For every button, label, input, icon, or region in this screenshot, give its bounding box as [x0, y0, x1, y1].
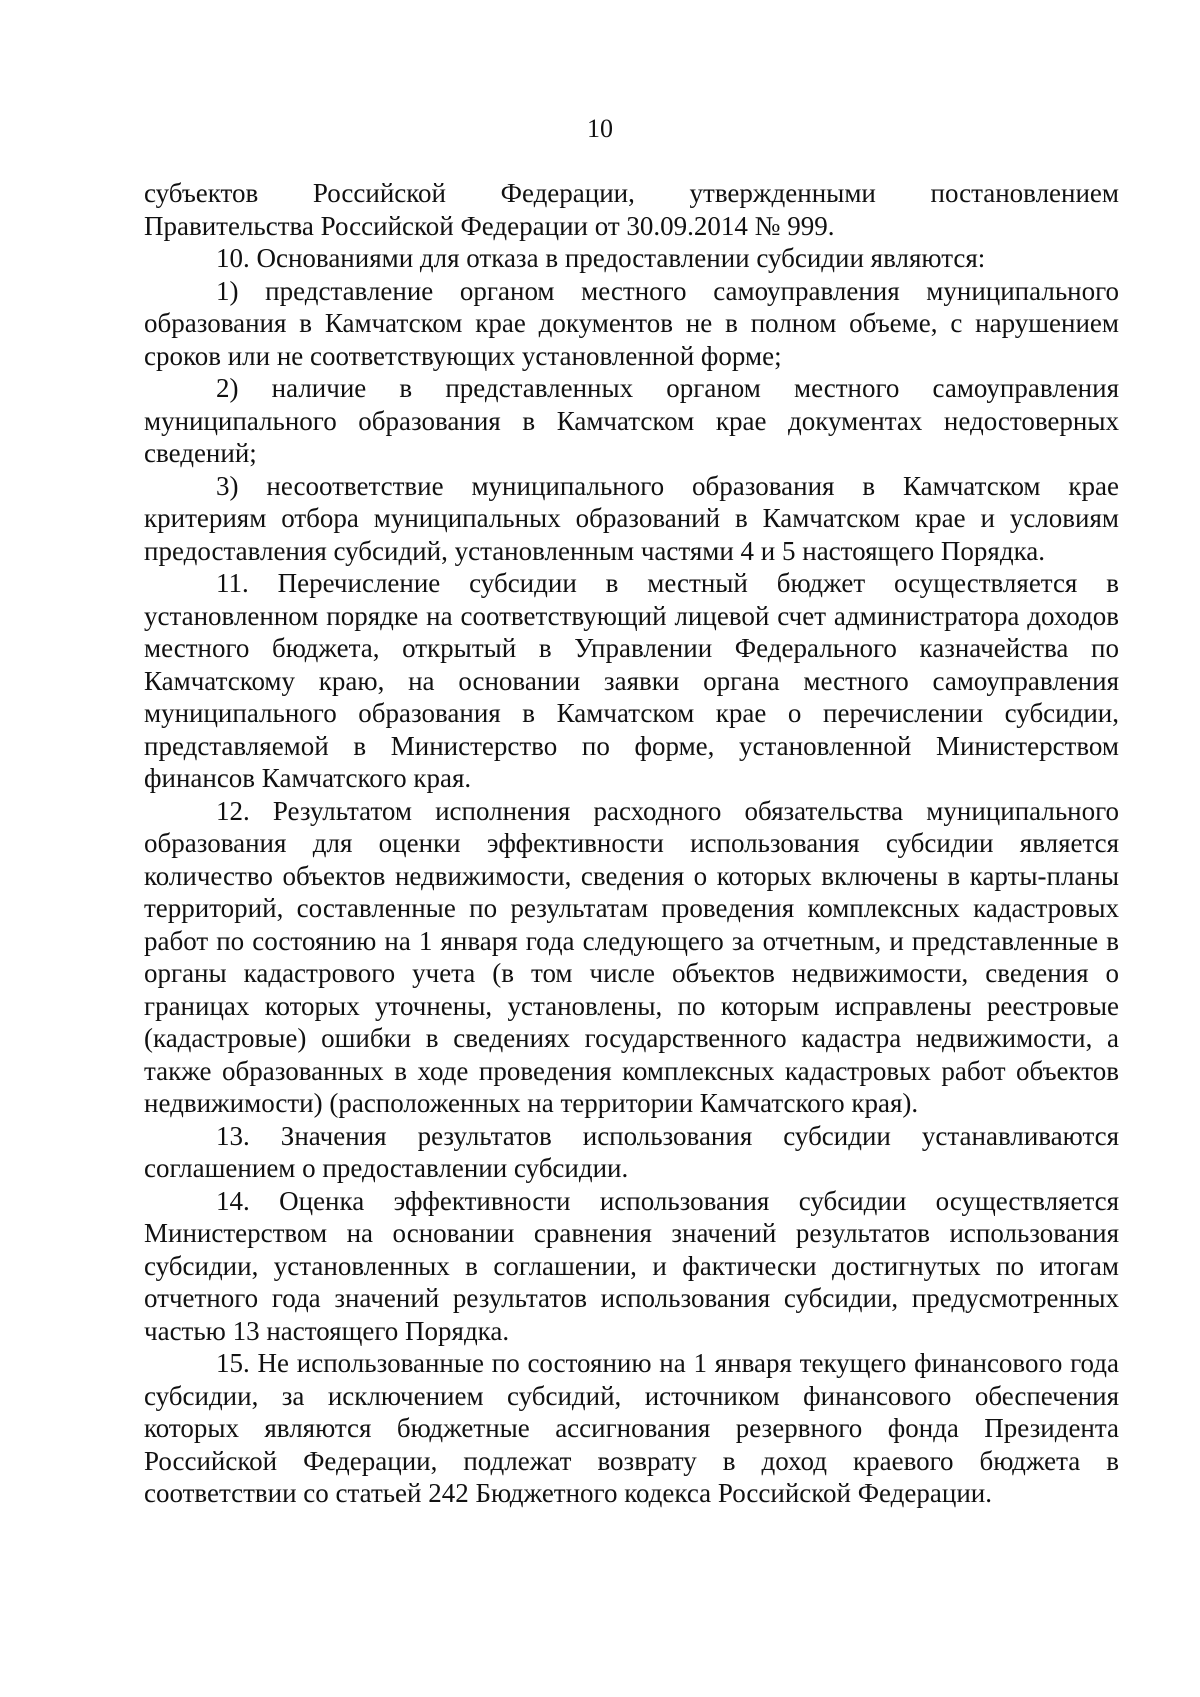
paragraph-13: 13. Значения результатов использования субсидии устанавливаются соглашением о предоставлении субсидии. [144, 1120, 1119, 1183]
paragraph-10: 10. Основаниями для отказа в предоставлении субсидии являются: [216, 243, 986, 273]
paragraph-11: 11. Перечисление субсидии в местный бюджет осуществляется в установленном порядке на соответствующий лицевой счет администратора доходов местного бюджета, открытый в Управлении Федерального казначейства по Камчатскому краю, на основании заявки органа местного самоуправления муниципального образования в Камчатском крае о перечислении субсидии, представляемой в Министерство по форме, установленной Министерством финансов Камчатского края. [144, 568, 1119, 793]
paragraph-15: 15. Не использованные по состоянию на 1 января текущего финансового года субсидии, за исключением субсидий, источником финансового обеспечения которых являются бюджетные ассигнования резервного фонда Президента Российской Федерации, подлежат возврату в доход краевого бюджета в соответствии со статьей 242 Бюджетного кодекса Российской Федерации. [144, 1348, 1119, 1508]
document-body [144, 177, 1119, 1510]
paragraph-10-item-3: 3) несоответствие муниципального образования в Камчатском крае критериям отбора муниципальных образований в Камчатском крае и условиям предоставления субсидий, установленным частями 4 и 5 настоящего Порядка. [144, 470, 1119, 566]
paragraph-continuation: Правительства Российской Федерации от 30.09.2014 № 999. [144, 210, 835, 241]
paragraph-continuation-line: субъектов Российской Федерации, утвержденными постановлением [144, 178, 1119, 208]
paragraph-12: 12. Результатом исполнения расходного обязательства муниципального образования для оценки эффективности использования субсидии является количество объектов недвижимости, сведения о которых включены в карты-планы территорий, составленные по результатам проведения комплексных кадастровых работ по состоянию на 1 января года следующего за отчетным, и представленные в органы кадастрового учета (в том числе объектов недвижимости, сведения о границах которых уточнены, установлены, по которым исправлены реестровые (кадастровые) ошибки в сведениях государственного кадастра недвижимости, а также образованных в ходе проведения комплексных кадастровых работ объектов недвижимости) (расположенных на территории Камчатского края). [144, 795, 1119, 1118]
paragraph-14: 14. Оценка эффективности использования субсидии осуществляется Министерством на основании сравнения значений результатов использования субсидии, установленных в соглашении, и фактически достигнутых по итогам отчетного года значений результатов использования субсидии, предусмотренных частью 13 настоящего Порядка. [144, 1185, 1119, 1346]
paragraph-10-item-2: 2) наличие в представленных органом местного самоуправления муниципального образования в Камчатском крае документах недостоверных сведений; [144, 373, 1119, 468]
page-number: 10 [587, 114, 613, 143]
paragraph-10-item-1: 1) представление органом местного самоуправления муниципального образования в Камчатском крае документов не в полном объеме, с нарушением сроков или не соответствующих установленной форме; [144, 275, 1119, 371]
